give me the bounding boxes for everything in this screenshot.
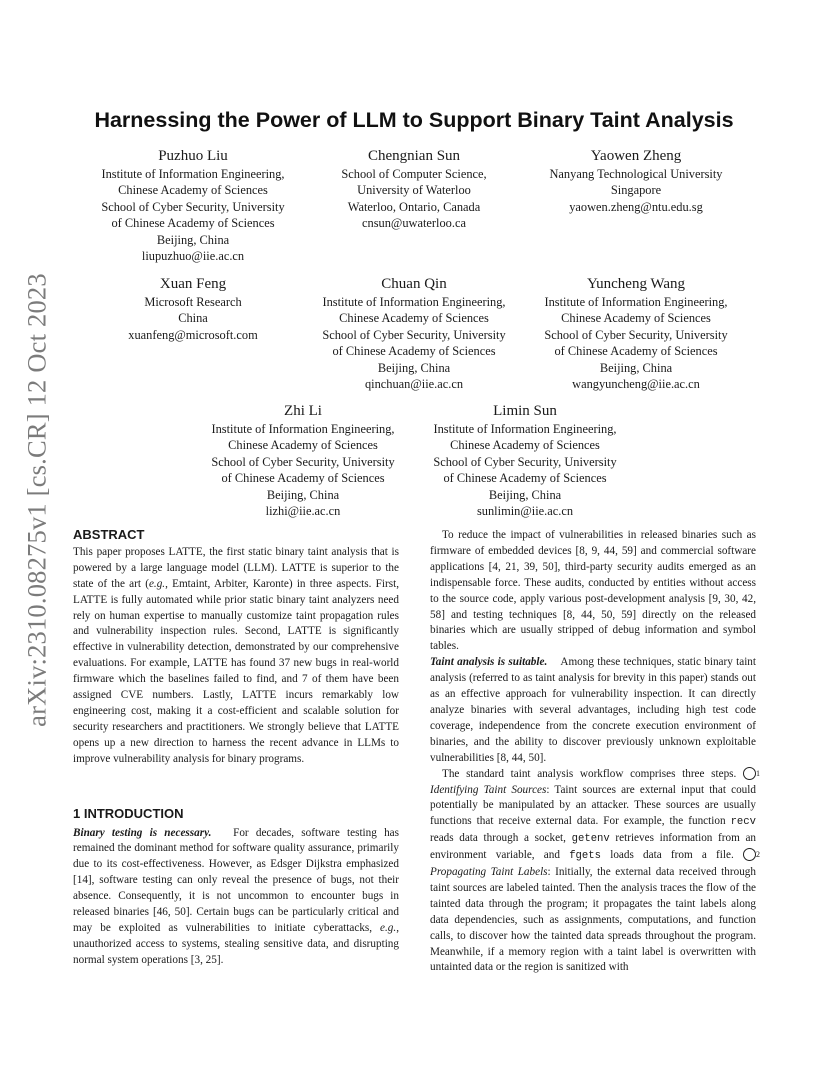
- author-email: xuanfeng@microsoft.com: [128, 327, 258, 342]
- author-block: [83, 275, 303, 343]
- author-block: [304, 147, 524, 232]
- author-affiliation: of Chinese Academy of Sciences: [111, 216, 275, 231]
- author-affiliation: School of Cyber Security, University: [433, 454, 617, 469]
- author-email: wangyuncheng@iie.ac.cn: [572, 377, 700, 392]
- author-affiliation: Chinese Academy of Sciences: [561, 311, 711, 326]
- author-block: [304, 275, 524, 392]
- author-email: lizhi@iie.ac.cn: [265, 504, 341, 519]
- author-name: Chengnian Sun: [367, 148, 461, 164]
- intro-paragraph: Binary testing is necessary. For decades, software testing has remained the dominant method for software quality assurance, primarily due to its cost-effectiveness. However, as Edsger Dijkstra emphasized [14], software testing can only reveal the presence of bugs, not their absence. Consequently, it is not uncommon to encounter bugs in released binaries [46, 50]. Certain bugs can be particularly critical and may be exploited as vulnerabilities to initiate cyberattacks, e.g., unauthorized access to systems, stealing sensitive data, and disrupting normal system operations [3, 25].: [73, 826, 399, 966]
- author-name: Yaowen Zheng: [590, 148, 682, 164]
- author-email: yaowen.zheng@ntu.edu.sg: [569, 199, 703, 214]
- circled-number: 2: [743, 848, 756, 861]
- author-email: qinchuan@iie.ac.cn: [364, 377, 464, 392]
- author-affiliation: Nanyang Technological University: [549, 167, 723, 181]
- author-name: Limin Sun: [493, 403, 557, 419]
- author-location: Beijing, China: [377, 360, 451, 375]
- author-block: [415, 402, 635, 519]
- author-affiliation: School of Cyber Security, University: [322, 327, 506, 342]
- author-email: liupuzhuo@iie.ac.cn: [141, 249, 245, 264]
- author-affiliation: Microsoft Research: [144, 295, 242, 309]
- run-in-heading: Taint analysis is suitable.: [430, 656, 548, 669]
- author-email: cnsun@uwaterloo.ca: [362, 216, 466, 231]
- author-location: Beijing, China: [156, 232, 230, 247]
- author-location: Singapore: [610, 183, 662, 198]
- author-affiliation: Institute of Information Engineering,: [433, 422, 617, 436]
- author-name: Zhi Li: [284, 403, 322, 419]
- author-affiliation: School of Computer Science,: [341, 167, 487, 181]
- author-affiliation: of Chinese Academy of Sciences: [554, 344, 718, 359]
- author-name: Yuncheng Wang: [586, 276, 686, 292]
- author-location: China: [178, 311, 208, 326]
- circled-number: 1: [743, 767, 756, 780]
- author-location: Beijing, China: [266, 487, 340, 502]
- body-paragraph: To reduce the impact of vulnerabilities in released binaries such as firmware of embedded devices [8, 9, 44, 59] and commercial software applications [4, 21, 39, 50], third-party security audits emerged as an indispensable force. These audits, conducted by entities without access to the source code, apply various post-development analysis [9, 30, 42, 58] and testing techniques [8, 44, 50, 59] directly on the released binaries which are usually stripped of debug information and symbol tables.: [430, 529, 756, 653]
- paper-title: Harnessing the Power of LLM to Support Binary Taint Analysis: [94, 108, 734, 132]
- author-affiliation: Institute of Information Engineering,: [544, 295, 728, 309]
- author-affiliation: Institute of Information Engineering,: [101, 167, 285, 181]
- author-affiliation: Chinese Academy of Sciences: [228, 438, 378, 453]
- author-email: sunlimin@iie.ac.cn: [476, 504, 574, 519]
- arxiv-watermark: arXiv:2310.08275v1 [cs.CR] 12 Oct 2023: [21, 273, 52, 727]
- author-affiliation: Chinese Academy of Sciences: [118, 183, 268, 198]
- inline-code: recv: [730, 816, 756, 829]
- author-affiliation: Chinese Academy of Sciences: [339, 311, 489, 326]
- body-paragraph: Taint analysis is suitable. Among these techniques, static binary taint analysis (referred to as taint analysis for brevity in this paper) stands out as an effective approach for vulnerability inspection. It can directly analyze binaries with several advantages, including high test code coverage, independence from the concrete execution environment of binaries, and the ability to discover previously unknown exploitable vulnerabilities [8, 44, 50].: [430, 656, 757, 764]
- author-name: Chuan Qin: [381, 276, 447, 292]
- author-affiliation: University of Waterloo: [357, 183, 471, 198]
- abstract-heading: ABSTRACT: [73, 527, 145, 542]
- run-in-heading: Binary testing is necessary.: [73, 826, 212, 839]
- author-location: Beijing, China: [488, 487, 562, 502]
- author-affiliation: School of Cyber Security, University: [544, 327, 728, 342]
- right-column: [430, 528, 760, 976]
- author-affiliation: Institute of Information Engineering,: [322, 295, 506, 309]
- author-affiliation: of Chinese Academy of Sciences: [443, 471, 607, 486]
- author-affiliation: Chinese Academy of Sciences: [450, 438, 600, 453]
- author-block: [526, 147, 746, 215]
- author-affiliation: School of Cyber Security, University: [101, 199, 285, 214]
- author-name: Puzhuo Liu: [158, 148, 228, 164]
- author-name: Xuan Feng: [159, 276, 227, 292]
- author-affiliation: School of Cyber Security, University: [211, 454, 395, 469]
- inline-code: fgets: [569, 850, 601, 863]
- left-column: [73, 527, 399, 969]
- author-affiliation: of Chinese Academy of Sciences: [221, 471, 385, 486]
- author-location: Beijing, China: [599, 360, 673, 375]
- author-block: [193, 402, 413, 519]
- inline-code: getenv: [571, 833, 610, 846]
- introduction-heading: 1 INTRODUCTION: [73, 805, 184, 821]
- author-block: [526, 275, 746, 392]
- body-paragraph: The standard taint analysis workflow comprises three steps. 1 Identifying Taint Sources: Taint sources are external input that could potentially be manipulated by an attacker. These sources are usually functions that receive external data. For example, the function recv reads data through a socket, getenv retrieves information from an environment variable, and fgets loads data from a file. 2 Propagating Taint Labels: Initially, the external data received through taint sources are labeled tainted. Then the analysis traces the flow of the tainted data through the program; it propagates the taint labels along data dependencies, such as assignments, computations, and function calls, to discover how the tainted data spreads throughout the program. Meanwhile, if a memory region with a taint label is overwritten with untainted data or the region is sanitized with: [430, 767, 760, 974]
- author-block: [83, 147, 303, 264]
- author-affiliation: Institute of Information Engineering,: [211, 422, 395, 436]
- author-location: Waterloo, Ontario, Canada: [347, 199, 481, 214]
- author-affiliation: of Chinese Academy of Sciences: [332, 344, 496, 359]
- abstract-text: This paper proposes LATTE, the first static binary taint analysis that is powered by a large language model (LLM). LATTE is superior to the state of the art (e.g., Emtaint, Arbiter, Karonte) in three aspects. First, LATTE is fully automated while prior static binary taint analyzers need rely on human expertise to manually customize taint propagation rules and vulnerability inspection rules. Second, LATTE is significantly effective in vulnerability detection, demonstrated by our comprehensive evaluations. For example, LATTE has found 37 new bugs in real-world firmware which the baselines failed to find, and 7 of them have been assigned CVE numbers. Lastly, LATTE incurs remarkably low engineering cost, making it a cost-efficient and scalable solution for security researchers and practitioners. We strongly believe that LATTE opens up a new direction to harness the recent advance in LLMs to improve vulnerability analysis for binary programs.: [73, 545, 399, 765]
